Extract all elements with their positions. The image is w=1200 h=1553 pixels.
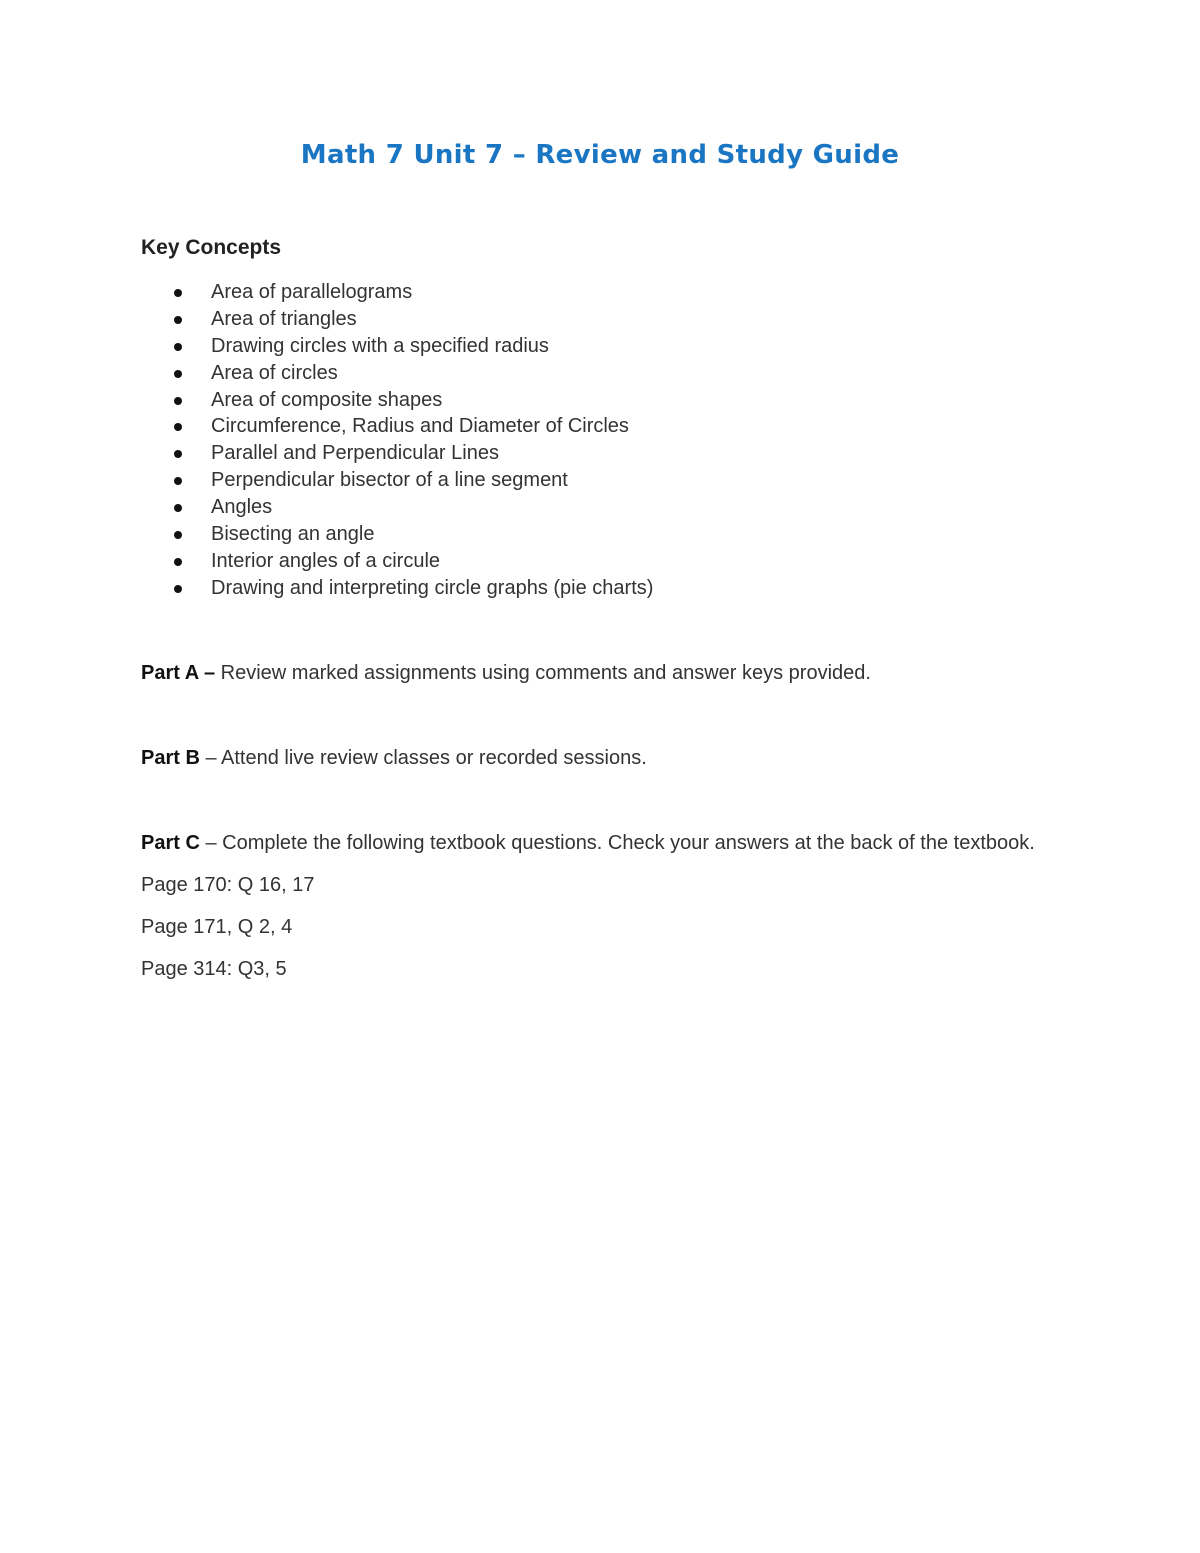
key-concepts-heading: Key Concepts (141, 236, 282, 259)
page-reference: Page 314: Q3, 5 (141, 957, 287, 980)
bullet-icon (174, 343, 182, 351)
list-item (141, 306, 1041, 333)
bullet-icon (174, 585, 182, 593)
list-item (141, 575, 1041, 602)
list-item (141, 521, 1041, 548)
part-c-text: – Complete the following textbook questions. Check your answers at the back of the textbook. (199, 831, 1035, 854)
list-item-text: Circumference, Radius and Diameter of Circles (211, 415, 629, 438)
list-item (141, 333, 1041, 360)
bullet-icon (174, 558, 182, 566)
part-b-paragraph (141, 745, 1041, 772)
list-item-text: Area of circles (211, 361, 338, 384)
list-item (141, 467, 1041, 494)
part-b-label: Part B (141, 746, 200, 769)
part-c-paragraph (141, 830, 1041, 857)
list-item (141, 548, 1041, 575)
page-reference: Page 171, Q 2, 4 (141, 915, 293, 938)
list-item-text: Interior angles of a circule (211, 549, 441, 572)
bullet-icon (174, 289, 182, 297)
list-item-text: Area of composite shapes (211, 388, 443, 411)
list-item (141, 440, 1041, 467)
document-title: Math 7 Unit 7 – Review and Study Guide (300, 140, 900, 170)
list-item-text: Bisecting an angle (211, 523, 375, 546)
document-body (141, 234, 1041, 983)
list-item-text: Area of parallelograms (211, 281, 413, 303)
list-item (141, 413, 1041, 440)
list-item-text: Parallel and Perpendicular Lines (211, 442, 499, 465)
bullet-icon (174, 397, 182, 405)
bullet-icon (174, 450, 182, 458)
list-item (141, 279, 1041, 306)
bullet-icon (174, 316, 182, 324)
list-item (141, 387, 1041, 414)
list-item (141, 494, 1041, 521)
list-item-text: Angles (211, 496, 273, 519)
part-a-label: Part A – (141, 661, 216, 684)
part-a-text: Review marked assignments using comments and answer keys provided. (215, 661, 871, 684)
list-item-text: Area of triangles (211, 307, 357, 330)
bullet-icon (174, 531, 182, 539)
bullet-icon (174, 504, 182, 512)
key-concepts-list (141, 279, 1041, 602)
bullet-icon (174, 370, 182, 378)
list-item-text: Drawing and interpreting circle graphs (pie charts) (211, 576, 654, 599)
part-b-text: – Attend live review classes or recorded sessions. (199, 746, 647, 769)
part-a-paragraph (141, 660, 1041, 687)
page-reference: Page 170: Q 16, 17 (141, 873, 315, 896)
list-item-text: Drawing circles with a specified radius (211, 334, 549, 357)
part-c-label: Part C (141, 831, 200, 854)
bullet-icon (174, 477, 182, 485)
list-item (141, 360, 1041, 387)
list-item-text: Perpendicular bisector of a line segment (211, 469, 568, 492)
bullet-icon (174, 423, 182, 431)
